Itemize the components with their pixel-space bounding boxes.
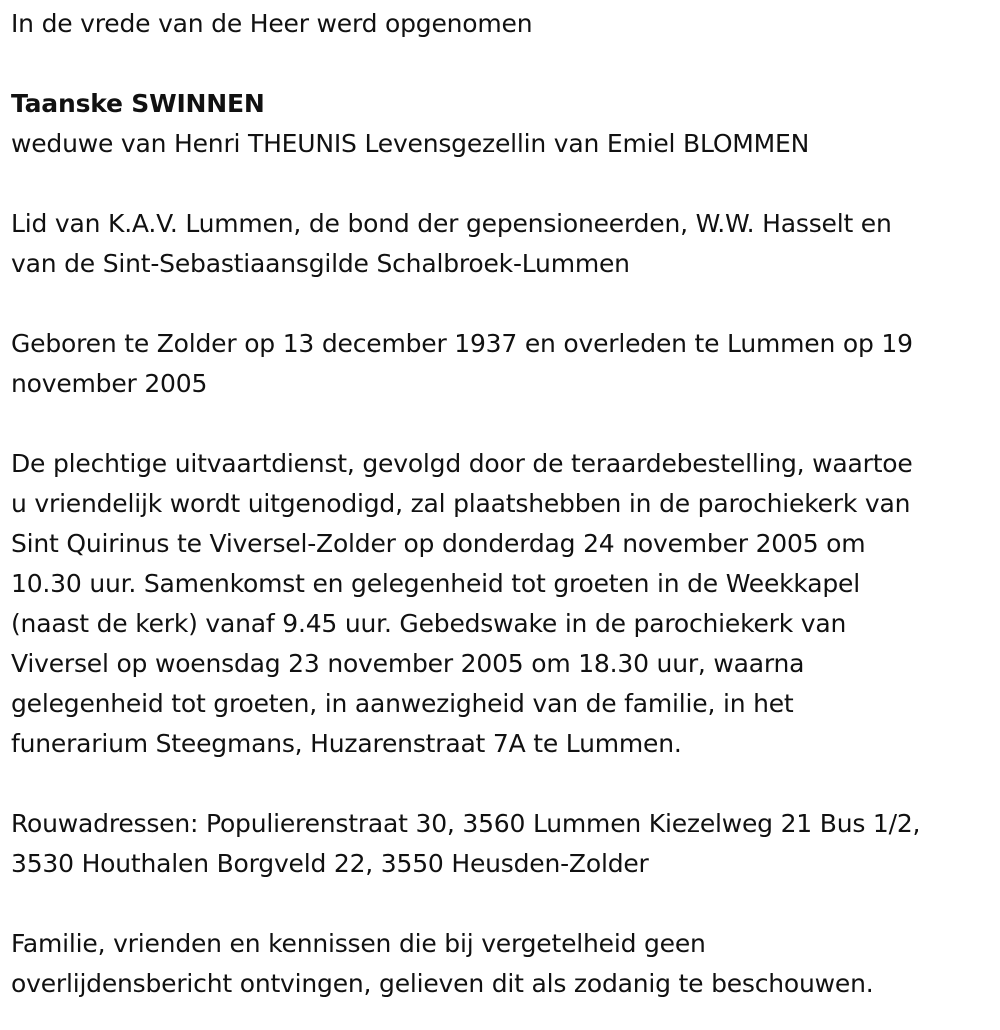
- closing-line: overlijdensbericht ontvingen, gelieven dit als zodanig te beschouwen.: [11, 969, 874, 998]
- funeral-line: Viversel op woensdag 23 november 2005 om 18.30 uur, waarna: [11, 649, 805, 678]
- spacer: [11, 404, 986, 444]
- closing-paragraph: [11, 924, 986, 1004]
- birth-death-line: november 2005: [11, 369, 208, 398]
- funeral-line: 10.30 uur. Samenkomst en gelegenheid tot groeten in de Weekkapel: [11, 569, 860, 598]
- funeral-line: Sint Quirinus te Viversel-Zolder op donderdag 24 november 2005 om: [11, 529, 866, 558]
- addresses-line: Rouwadressen: Populierenstraat 30, 3560 Lummen Kiezelweg 21 Bus 1/2,: [11, 809, 921, 838]
- funeral-line: u vriendelijk wordt uitgenodigd, zal plaatshebben in de parochiekerk van: [11, 489, 911, 518]
- membership-paragraph: [11, 204, 986, 284]
- funeral-line: gelegenheid tot groeten, in aanwezigheid van de familie, in het: [11, 689, 794, 718]
- spacer: [11, 164, 986, 204]
- funeral-line: (naast de kerk) vanaf 9.45 uur. Gebedswake in de parochiekerk van: [11, 609, 847, 638]
- birth-death-paragraph: [11, 324, 986, 404]
- spacer: [11, 284, 986, 324]
- obituary-notice: [11, 4, 986, 1004]
- spacer: [11, 884, 986, 924]
- intro-text: In de vrede van de Heer werd opgenomen: [11, 9, 533, 38]
- funeral-line: De plechtige uitvaartdienst, gevolgd door de teraardebestelling, waartoe: [11, 449, 913, 478]
- deceased-name: Taanske SWINNEN: [11, 89, 265, 118]
- spacer: [11, 764, 986, 804]
- birth-death-line: Geboren te Zolder op 13 december 1937 en overleden te Lummen op 19: [11, 329, 913, 358]
- funeral-paragraph: [11, 444, 986, 764]
- addresses-line: 3530 Houthalen Borgveld 22, 3550 Heusden-Zolder: [11, 849, 649, 878]
- membership-line: Lid van K.A.V. Lummen, de bond der gepensioneerden, W.W. Hasselt en: [11, 209, 892, 238]
- funeral-line: funerarium Steegmans, Huzarenstraat 7A te Lummen.: [11, 729, 682, 758]
- membership-line: van de Sint-Sebastiaansgilde Schalbroek-Lummen: [11, 249, 630, 278]
- addresses-paragraph: [11, 804, 986, 884]
- closing-line: Familie, vrienden en kennissen die bij vergetelheid geen: [11, 929, 706, 958]
- relation-text: weduwe van Henri THEUNIS Levensgezellin van Emiel BLOMMEN: [11, 129, 810, 158]
